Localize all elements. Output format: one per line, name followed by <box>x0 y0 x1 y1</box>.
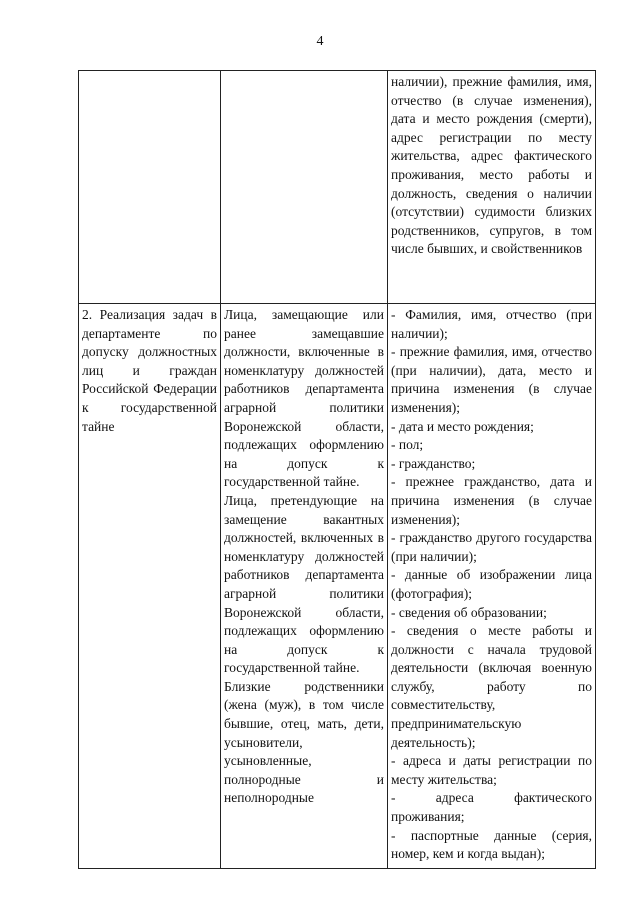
data-table <box>78 70 596 869</box>
cell-text: наличии), прежние фамилия, имя, отчество (в случае изменения), дата и место рождения (смерти), адрес регистрации по месту жительства, адрес фактического проживания, место работы и должность, сведения о наличии (отсутствии) судимости близких родственников, супругов, в том числе бывших, и свойственников <box>391 74 592 257</box>
list-item: - дата и место рождения; <box>391 418 534 434</box>
list-item: - адреса фактического проживания; <box>391 790 592 825</box>
table-row <box>79 304 596 869</box>
list-item: - пол; <box>391 437 424 453</box>
table-cell-persons <box>221 71 388 304</box>
table-cell-data-list <box>388 304 596 869</box>
list-item: - Фамилия, имя, отчество (при наличии); <box>391 307 592 341</box>
list-item: - адреса и даты регистрации по месту жительства; <box>391 753 592 787</box>
list-item: Лица, замещающие или ранее замещавшие должности, включенные в номенклатуру должностей работников департамента аграрной политики Воронежской области, подлежащих оформлению на допуск к государственной тайне. <box>224 307 384 490</box>
cell-text: 2. Реализация задач в департаменте по допуску должностных лиц и граждан Российской Федерации к государственной тайне <box>82 307 217 434</box>
list-item: Лица, претендующие на замещение вакантных должностей, включенных в номенклатуру должностей работников департамента аграрной политики Воронежской области, подлежащих оформлению на допуск к государственной тайне. <box>224 492 384 676</box>
list-item: - данные об изображении лица (фотография); <box>391 567 592 601</box>
table-row <box>79 71 596 304</box>
list-item: - гражданство; <box>391 455 476 471</box>
list-item: - прежнее гражданство, дата и причина изменения (в случае изменения); <box>391 474 592 527</box>
list-item: - паспортные данные (серия, номер, кем и когда выдан); <box>391 827 592 862</box>
table-cell-persons <box>221 304 388 869</box>
table-cell-task <box>79 304 221 869</box>
page-number: 4 <box>316 34 324 49</box>
table-cell-data-list <box>388 71 596 304</box>
list-item: Близкие родственники (жена (муж), в том числе бывшие, отец, мать, дети, усыновители, усыновленные, полнородные и неполнородные <box>224 678 384 806</box>
list-item: - сведения об образовании; <box>391 604 547 620</box>
table-cell-task <box>79 71 221 304</box>
list-item: - гражданство другого государства (при наличии); <box>391 530 592 564</box>
list-item: - сведения о месте работы и должности с начала трудовой деятельности (включая военную службу, работу по совместительству, предпринимательскую деятельность); <box>391 623 592 750</box>
list-item: - прежние фамилия, имя, отчество (при наличии), дата, место и причина изменения (в случае изменения); <box>391 344 592 415</box>
